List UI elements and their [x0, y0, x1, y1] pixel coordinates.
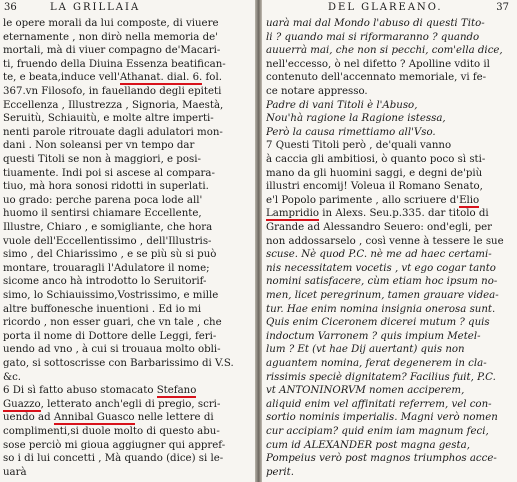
- line-text: rissimis speciè dignitatem? Facilius fuit, P.C.: [266, 371, 496, 383]
- line-text: nomini satisfacere, cùm etiam hoc ipsum no-: [266, 276, 498, 288]
- line-text: ce notare appresso.: [266, 86, 368, 97]
- line-text: cum id ALEXANDER post magna gesta,: [266, 439, 470, 451]
- line-text: scuse. Nè quod P.C. nè me ad haec certami-: [266, 249, 492, 261]
- line-text: ricordo , non esser guari, che vn tale , che: [3, 317, 222, 329]
- line-text: nelle lettere di: [134, 412, 214, 424]
- line-text: lum ? Et (vt hae Dij auertant) quis non: [266, 344, 465, 356]
- line-text: e'l Popolo parimente , allo scriuere d': [266, 194, 460, 206]
- line-text: huomo il sentirsi chiamare Eccellente,: [3, 208, 202, 220]
- left-page-header: [4, 0, 253, 16]
- line-text: Grande ad Alessandro Seuero: ond'egli, per: [266, 222, 493, 233]
- line-text: tiuamente. Indi poi si ascese al compara-: [3, 167, 215, 179]
- line-text: simo, lo Schiauissimo,Vostrissimo, e mille: [3, 290, 219, 301]
- line-text: mortali, mà di viuer compagno de'Macari-: [3, 45, 221, 57]
- right-page-number: 37: [496, 2, 509, 13]
- line-text: nis necessitatem vocetis , vt ego cogar tanto: [266, 262, 496, 274]
- line-text: &c.: [3, 371, 22, 383]
- line-text: simo , del Chiarissimo , e se più sù si può: [3, 249, 217, 261]
- line-text: non addossarselo , così venne à tessere le sue: [266, 235, 504, 247]
- line-text: Quis enim Ciceronem dicerei mutum ? quis: [266, 317, 490, 329]
- line-text: nell'eccesso, ò nel difetto ? Apolline vdito il: [266, 58, 490, 70]
- underlined-name: Elio: [459, 194, 480, 206]
- line-text: tur. Hae enim nomina insignia onerosa sunt.: [266, 303, 496, 315]
- line-text: mano da gli huomini saggi, e degni de'più: [266, 167, 483, 179]
- line-text: uendo ad: [3, 412, 54, 424]
- line-text: aliquid enim vel affinitati referrem, vel con-: [266, 398, 492, 410]
- underlined-name: Stefano: [156, 385, 197, 397]
- underlined-name: Annibal Guasco: [53, 412, 135, 424]
- line-text: in Alexs. Seu.p.335. dar titolo di: [319, 208, 489, 220]
- line-text: vuole dell'Eccellentissimo , dell'Illustris-: [3, 235, 212, 247]
- underlined-name: Guazzo: [3, 398, 41, 410]
- text-line: [3, 465, 255, 480]
- line-text: uarà mai dal Mondo l'abuso di questi Tito-: [266, 18, 485, 29]
- line-text: te, e beata,induce vell': [3, 72, 120, 84]
- line-text: uendo ad vno , à cui si trouaua molto obli-: [3, 344, 221, 356]
- line-text: uo grado: perche parena poca lode all': [3, 194, 203, 206]
- line-text: 6 Di sì fatto abuso stomacato: [3, 385, 157, 397]
- underlined-name: Athanat. dial. 6.: [119, 72, 203, 84]
- line-text: Illustre, Chiaro , e somigliante, che hora: [3, 222, 213, 233]
- line-text: Seruitù, Schiauitù, e molte altre imperti-: [3, 113, 214, 125]
- line-text: questi Titoli se non à maggiori, e posi-: [3, 154, 201, 165]
- line-text: altre buffonesche inuentioni . Ed io mi: [3, 303, 202, 315]
- line-text: Nou'hà ragione la Ragione istessa,: [266, 113, 446, 125]
- line-text: indoctum Varronem ? quis impium Metel-: [266, 330, 481, 342]
- line-text: cur accipiam? quid enim iam magnum feci,: [266, 426, 489, 437]
- underlined-name: Lampridio: [266, 208, 320, 220]
- line-text: porta il nome di Dottore delle Leggi, feri-: [3, 330, 217, 342]
- line-text: Padre di vani Titoli è l'Abuso,: [266, 99, 418, 111]
- left-page: [0, 0, 257, 482]
- right-page-header: [266, 0, 513, 16]
- line-text: 7 Questi Titoli però , de'quali vanno: [266, 140, 452, 152]
- line-text: 367.vn Filosofo, in fauellando degli epiteti: [3, 86, 222, 97]
- left-running-head: LA GRILLAIA: [50, 2, 141, 13]
- line-text: complimenti,si duole molto di questo abu-: [3, 426, 220, 437]
- line-text: tiuo, mà hora sonosi ridotti in superlati.: [3, 181, 209, 193]
- line-text: dani . Non soleansi per vn tempo dar: [3, 140, 195, 152]
- line-text: so i di lui concetti , Mà quando (dice) si le-: [3, 453, 224, 465]
- line-text: aguantem nomina, ferat degenerem in cla-: [266, 358, 487, 369]
- line-text: sortio nominis imperialis. Magni verò nomen: [266, 412, 498, 424]
- line-text: eternamente , non dirò nella memoria de': [3, 31, 218, 43]
- line-text: illustri encomij! Voleua il Romano Senato,: [266, 181, 483, 193]
- right-running-head: DEL GLAREANO.: [328, 2, 443, 13]
- line-text: sose perciò mi gioua aggiugner qui appref-: [3, 439, 226, 451]
- line-text: , letterato anch'egli di pregio, scri-: [40, 398, 221, 410]
- left-page-number: 36: [4, 2, 17, 13]
- line-text: perit.: [266, 466, 295, 478]
- line-text: gato, si sottoscrisse con Barbarissimo di V.S.: [3, 358, 234, 369]
- line-text: nenti parole ritrouate dagli adulatori mon-: [3, 126, 223, 138]
- text-line: [266, 465, 515, 480]
- line-text: vt ANTONINORVM nomen acciperem,: [266, 385, 465, 397]
- line-text: uarà: [3, 466, 27, 478]
- right-page: [262, 0, 517, 482]
- line-text: Eccellenza , Illustrezza , Signoria, Maestà,: [3, 99, 224, 111]
- line-text: li ? quando mai si riformaranno ? quando: [266, 31, 480, 43]
- line-text: auuerrà mai, che non si pecchi, com'ella dice,: [266, 45, 503, 57]
- line-text: sicome anco hà introdotto lo Seruitorif-: [3, 276, 207, 288]
- line-text: à caccia gli ambitiosi, ò quanto poco sì sti-: [266, 154, 486, 165]
- line-text: Pompeius verò post magnos triumphos acce-: [266, 453, 497, 465]
- line-text: fol.: [202, 72, 222, 84]
- line-text: ti, fruendo della Diuina Essenza beatifican-: [3, 58, 226, 70]
- line-text: contenuto dell'accennato memoriale, vi fe-: [266, 72, 487, 84]
- line-text: le opere morali da lui composte, di viuere: [3, 18, 219, 29]
- line-text: Però la causa rimettiamo all'Vso.: [266, 126, 436, 138]
- line-text: men, licet peregrinum, tamen grauare videa-: [266, 290, 499, 301]
- line-text: montare, trouaragli l'Adulatore il nome;: [3, 262, 210, 274]
